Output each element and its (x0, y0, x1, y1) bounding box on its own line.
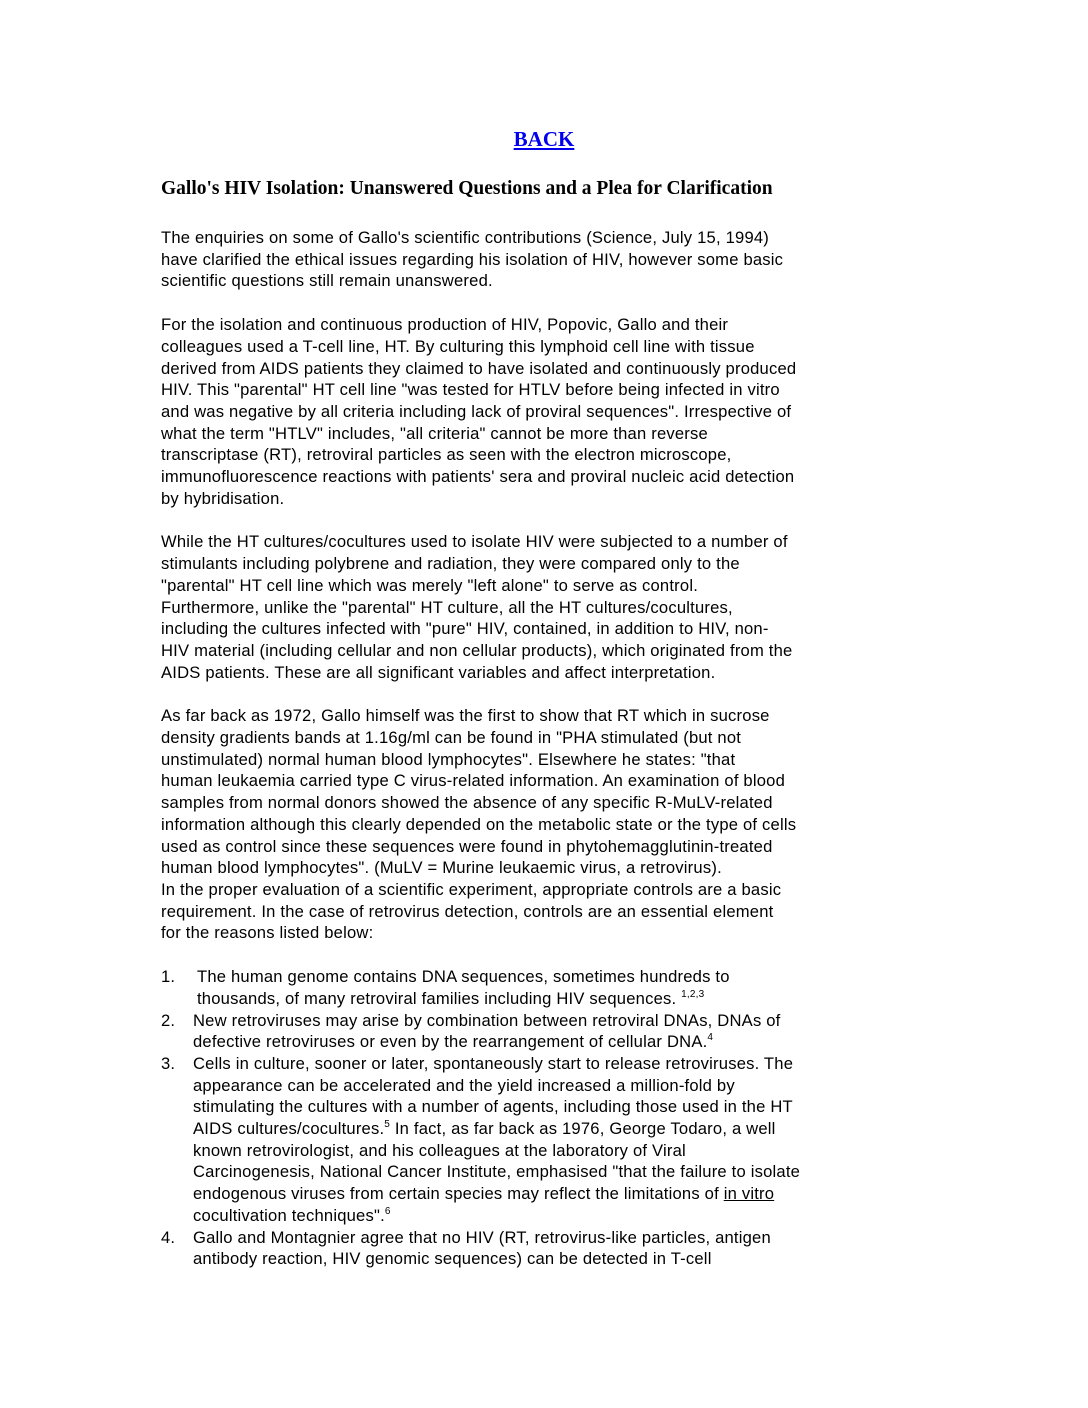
list-item-text: The human genome contains DNA sequences, sometimes hundreds to thousands, of many retroviral families including HIV sequences. (197, 967, 730, 1008)
list-item-text: Cells in culture, sooner or later, spontaneously start to release retroviruses. The appearance can be accelerated and the yield increased a million-fold by stimulating the cultures with a number of agents, including those used in the HT AIDS cultures/cocultures. (193, 1053, 794, 1139)
numbered-list (161, 966, 941, 1270)
paragraph-2: For the isolation and continuous production of HIV, Popovic, Gallo and their colleagues used a T-cell line, HT. By culturing this lymphoid cell line with tissue derived from AIDS patients they claimed to have isolated and continuously produced HIV. This "parental" HT cell line "was tested for HTLV before being infected in vitro and was negative by all criteria including lack of proviral sequences". Irrespective of what the term "HTLV" includes, "all criteria" cannot be more than reverse transcriptase (RT), retroviral particles as seen with the electron microscope, immunofluorescence reactions with patients' sera and proviral nucleic acid detection by hybridisation. (161, 315, 797, 508)
underlined-term: in vitro (723, 1184, 775, 1204)
list-number: 1. (161, 967, 176, 987)
footnote-ref: 5 (384, 1119, 391, 1131)
list-item (161, 1227, 941, 1270)
list-item-text: Gallo and Montagnier agree that no HIV (RT, retrovirus-like particles, antigen antibody reaction, HIV genomic sequences) can be detected in T-cell (193, 1227, 771, 1269)
list-item-text: New retroviruses may arise by combination between retroviral DNAs, DNAs of defective retroviruses or even by the rearrangement of cellular DNA. (193, 1010, 781, 1052)
paragraph-1: The enquiries on some of Gallo's scientific contributions (Science, July 15, 1994) have clarified the ethical issues regarding his isolation of HIV, however some basic scientific questions still remain unanswered. (161, 228, 784, 291)
paragraph-4: As far back as 1972, Gallo himself was the first to show that RT which in sucrose density gradients bands at 1.16g/ml can be found in "PHA stimulated (but not unstimulated) normal human blood lymphocytes". Elsewhere he states: "that human leukaemia carried type C virus-related information. An examination of blood samples from normal donors showed the absence of any specific R-MuLV-related information although this clearly depended on the metabolic state or the type of cells used as control since these sequences were found in phytohemagglutinin-treated human blood lymphocytes". (MuLV = Murine leukaemic virus, a retrovirus). (161, 706, 797, 878)
document-title: Gallo's HIV Isolation: Unanswered Questions and a Plea for Clarification (161, 178, 773, 199)
list-number: 3. (161, 1053, 176, 1073)
list-item-text: cocultivation techniques". (193, 1205, 385, 1225)
back-link[interactable]: BACK (513, 127, 575, 151)
paragraph-3: While the HT cultures/cocultures used to isolate HIV were subjected to a number of stimulants including polybrene and radiation, they were compared only to the "parental" HT cell line which was merely "left alone" to serve as control. Furthermore, unlike the "parental" HT culture, all the HT cultures/cocultures, including the cultures infected with "pure" HIV, contained, in addition to HIV, non- HIV material (including cellular and non cellular products), which originated from the AIDS patients. These are all significant variables and affect interpretation. (161, 532, 793, 682)
list-item (161, 966, 941, 1009)
list-item (161, 1053, 941, 1227)
list-item (161, 1010, 941, 1053)
list-number: 4. (161, 1227, 176, 1247)
footnote-ref: 6 (384, 1205, 391, 1217)
paragraph-5: In the proper evaluation of a scientific experiment, appropriate controls are a basic requirement. In the case of retrovirus detection, controls are an essential element for the reasons listed below: (161, 879, 782, 943)
list-number: 2. (161, 1010, 176, 1030)
document-body (161, 227, 941, 1270)
list-item-text: In fact, as far back as 1976, George Todaro, a well known retrovirologist, and his colleagues at the laboratory of Viral Carcinogenesis, National Cancer Institute, emphasised "that the failure to isolate endogenous viruses from certain species may reflect the limitations of (193, 1119, 801, 1204)
back-link-container (0, 127, 1088, 152)
footnote-ref: 1,2,3 (681, 988, 705, 1000)
footnote-ref: 4 (707, 1032, 714, 1044)
